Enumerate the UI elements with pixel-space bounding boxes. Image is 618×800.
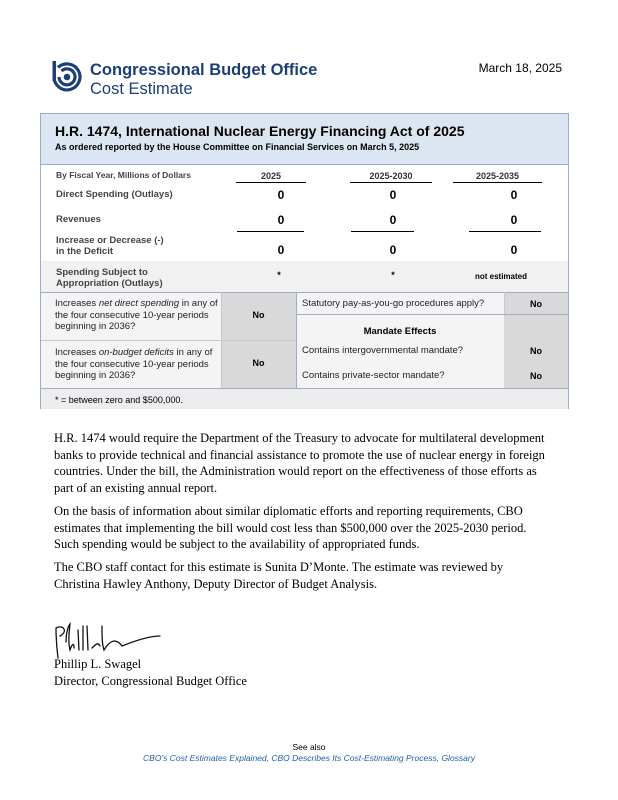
question-text: Increases: [55, 298, 99, 309]
table-cell: 0: [389, 188, 397, 202]
question-text: in any of the four consecutive 10-year periods beginning in 2036?: [55, 298, 218, 332]
mandate-section: [41, 292, 568, 388]
link-separator: ,: [436, 753, 442, 763]
table-cell: 0: [510, 213, 518, 227]
column-header: 2025-2035: [453, 171, 542, 183]
spending-subject-row: [41, 261, 568, 292]
answer-value: No: [530, 299, 542, 309]
question-text: in any of the four consecutive 10-year periods beginning in 2036?: [55, 347, 213, 381]
intergov-mandate-question: Contains intergovernmental mandate?: [302, 345, 464, 356]
question-emphasis: net direct spending: [98, 298, 180, 309]
divider: [296, 314, 568, 315]
table-cell: 0: [389, 243, 397, 257]
answer-value: No: [530, 371, 542, 381]
bill-subtitle: As ordered reported by the House Committee on Financial Services on March 5, 2025: [55, 142, 420, 152]
on-budget-deficit-question: [55, 347, 220, 382]
paygo-question: Statutory pay-as-you-go procedures apply?: [302, 298, 485, 309]
cbo-logo-icon: [50, 59, 84, 95]
signatory-name: Phillip L. Swagel: [54, 657, 142, 671]
link-glossary[interactable]: Glossary: [441, 753, 475, 763]
sum-rule: [237, 231, 304, 232]
question-emphasis: on-budget deficits: [98, 347, 174, 358]
table-cell: *: [277, 270, 281, 280]
row-label-line: Appropriation (Outlays): [56, 278, 163, 289]
table-footnote: * = between zero and $500,000.: [41, 388, 568, 409]
link-cost-estimates-explained[interactable]: CBO’s Cost Estimates Explained: [143, 753, 267, 763]
see-also-label: See also: [292, 742, 326, 752]
signature-image: [52, 620, 170, 662]
table-cell: 0: [389, 213, 397, 227]
estimate-date: March 18, 2025: [478, 61, 562, 75]
row-label-line: Spending Subject to: [56, 267, 148, 278]
bill-header: [41, 114, 568, 165]
summary-box: [40, 113, 569, 409]
sum-rule: [351, 231, 414, 232]
link-cost-estimating-process[interactable]: CBO Describes Its Cost-Estimating Process: [271, 753, 437, 763]
paragraph: The CBO staff contact for this estimate is Sunita D’Monte. The estimate was reviewed by Christina Hawley Anthony, Deputy Director of Budget Analysis.: [54, 560, 504, 591]
table-cell: 0: [510, 188, 518, 202]
units-label: By Fiscal Year, Millions of Dollars: [56, 170, 191, 180]
divider: [296, 292, 297, 388]
answer-value: No: [252, 310, 265, 320]
answer-value: No: [252, 358, 265, 368]
signatory-title: Director, Congressional Budget Office: [54, 674, 247, 688]
table-cell: 0: [277, 213, 285, 227]
private-mandate-question: Contains private-sector mandate?: [302, 370, 445, 381]
sum-rule: [469, 231, 541, 232]
row-label-direct-spending: Direct Spending (Outlays): [56, 189, 173, 200]
column-header: 2025: [236, 171, 306, 183]
table-cell: not estimated: [474, 272, 527, 281]
see-also-links: [0, 753, 618, 763]
row-label-revenues: Revenues: [56, 214, 101, 225]
table-cell: *: [391, 270, 395, 280]
row-label-spending: [56, 267, 163, 289]
paragraph: On the basis of information about similar diplomatic efforts and reporting requirements, CBO estimates that implementing the bill would cost less than $500,000 over the 2025-2030 period. Such spending would be subject to the availability of appropriated funds.: [54, 504, 527, 551]
row-label-deficit: [56, 235, 164, 257]
doc-type: Cost Estimate: [90, 80, 193, 98]
row-label-line: in the Deficit: [56, 246, 114, 257]
column-header: 2025-2030: [350, 171, 432, 183]
link-separator: ,: [266, 753, 272, 763]
divider: [41, 340, 296, 341]
org-title: Congressional Budget Office: [90, 61, 318, 79]
answer-value: No: [530, 346, 542, 356]
table-cell: 0: [277, 188, 285, 202]
net-direct-spending-question: [55, 298, 220, 333]
question-text: Increases: [55, 347, 99, 358]
table-cell: 0: [277, 243, 285, 257]
paragraph: H.R. 1474 would require the Department of the Treasury to advocate for multilateral development banks to provide technical and financial assistance to promote the use of nuclear energy in foreign countries. Under the bill, the Administration would report on the effectiveness of those efforts as part of an existing annual report.: [54, 431, 545, 495]
table-cell: 0: [510, 243, 518, 257]
bill-title: H.R. 1474, International Nuclear Energy Financing Act of 2025: [55, 123, 465, 139]
divider: [41, 292, 568, 293]
mandate-heading: Mandate Effects: [363, 326, 437, 337]
row-label-line: Increase or Decrease (-): [56, 235, 164, 246]
